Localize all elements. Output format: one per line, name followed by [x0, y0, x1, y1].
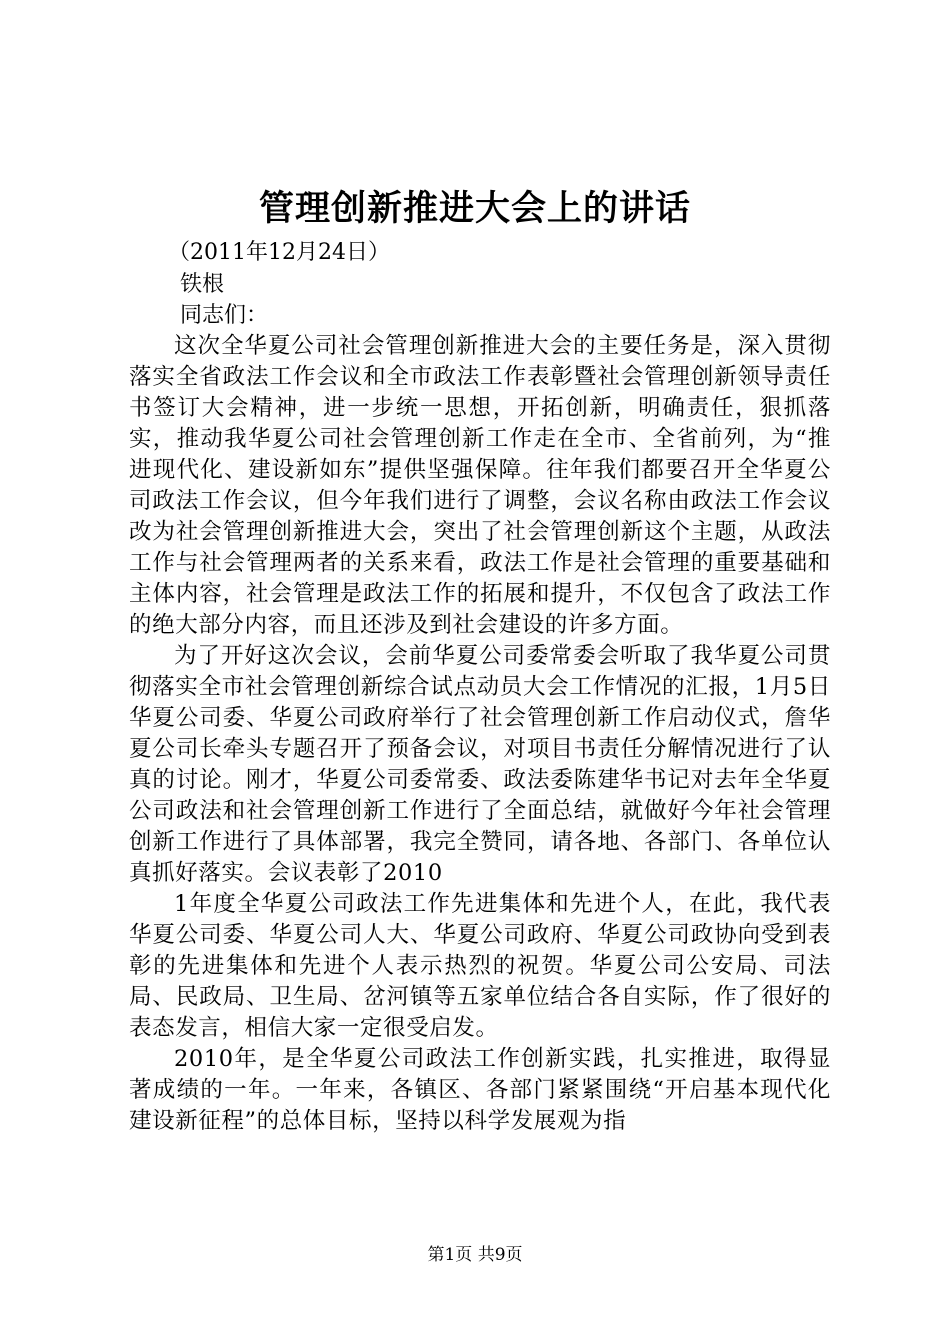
paragraph: 这次全华夏公司社会管理创新推进大会的主要任务是，深入贯彻落实全省政法工作会议和全市政法工作表彰暨社会管理创新领导责任书签订大会精神，进一步统一思想，开拓创新，明确责任，狠抓落实，推动我华夏公司社会管理创新工作走在全市、全省前列，为“推进现代化、建设新如东”提供坚强保障。往年我们都要召开全华夏公司政法工作会议，但今年我们进行了调整，会议名称由政法工作会议改为社会管理创新推进大会，突出了社会管理创新这个主题，从政法工作与社会管理两者的关系来看，政法工作是社会管理的重要基础和主体内容，社会管理是政法工作的拓展和提升，不仅包含了政法工作的绝大部分内容，而且还涉及到社会建设的许多方面。: [129, 333, 831, 638]
greeting: 同志们：: [180, 303, 269, 328]
speaker-name: 铁根: [180, 272, 225, 297]
speech-date: （2011年12月24日）: [168, 240, 390, 265]
page-number: 第1页 共9页: [427, 1245, 523, 1265]
paragraph: 为了开好这次会议，会前华夏公司委常委会听取了我华夏公司贯彻落实全市社会管理创新综合试点动员大会工作情况的汇报，1月5日华夏公司委、华夏公司政府举行了社会管理创新工作启动仪式，詹华夏公司长牵头专题召开了预备会议，对项目书责任分解情况进行了认真的讨论。刚才，华夏公司委常委、政法委陈建华书记对去年全华夏公司政法和社会管理创新工作进行了全面总结，就做好今年社会管理创新工作进行了具体部署，我完全赞同，请各地、各部门、各单位认真抓好落实。会议表彰了2010: [129, 643, 831, 886]
document-title: 管理创新推进大会上的讲话: [258, 188, 691, 229]
paragraph: 2010年，是全华夏公司政法工作创新实践，扎实推进，取得显著成绩的一年。一年来，各镇区、各部门紧紧围绕“开启基本现代化建设新征程”的总体目标，坚持以科学发展观为指: [129, 1046, 831, 1134]
paragraph: 1年度全华夏公司政法工作先进集体和先进个人，在此，我代表华夏公司委、华夏公司人大、华夏公司政府、华夏公司政协向受到表彰的先进集体和先进个人表示热烈的祝贺。华夏公司公安局、司法局、民政局、卫生局、岔河镇等五家单位结合各自实际，作了很好的表态发言，相信大家一定很受启发。: [129, 891, 831, 1041]
document-body: [129, 331, 831, 1137]
